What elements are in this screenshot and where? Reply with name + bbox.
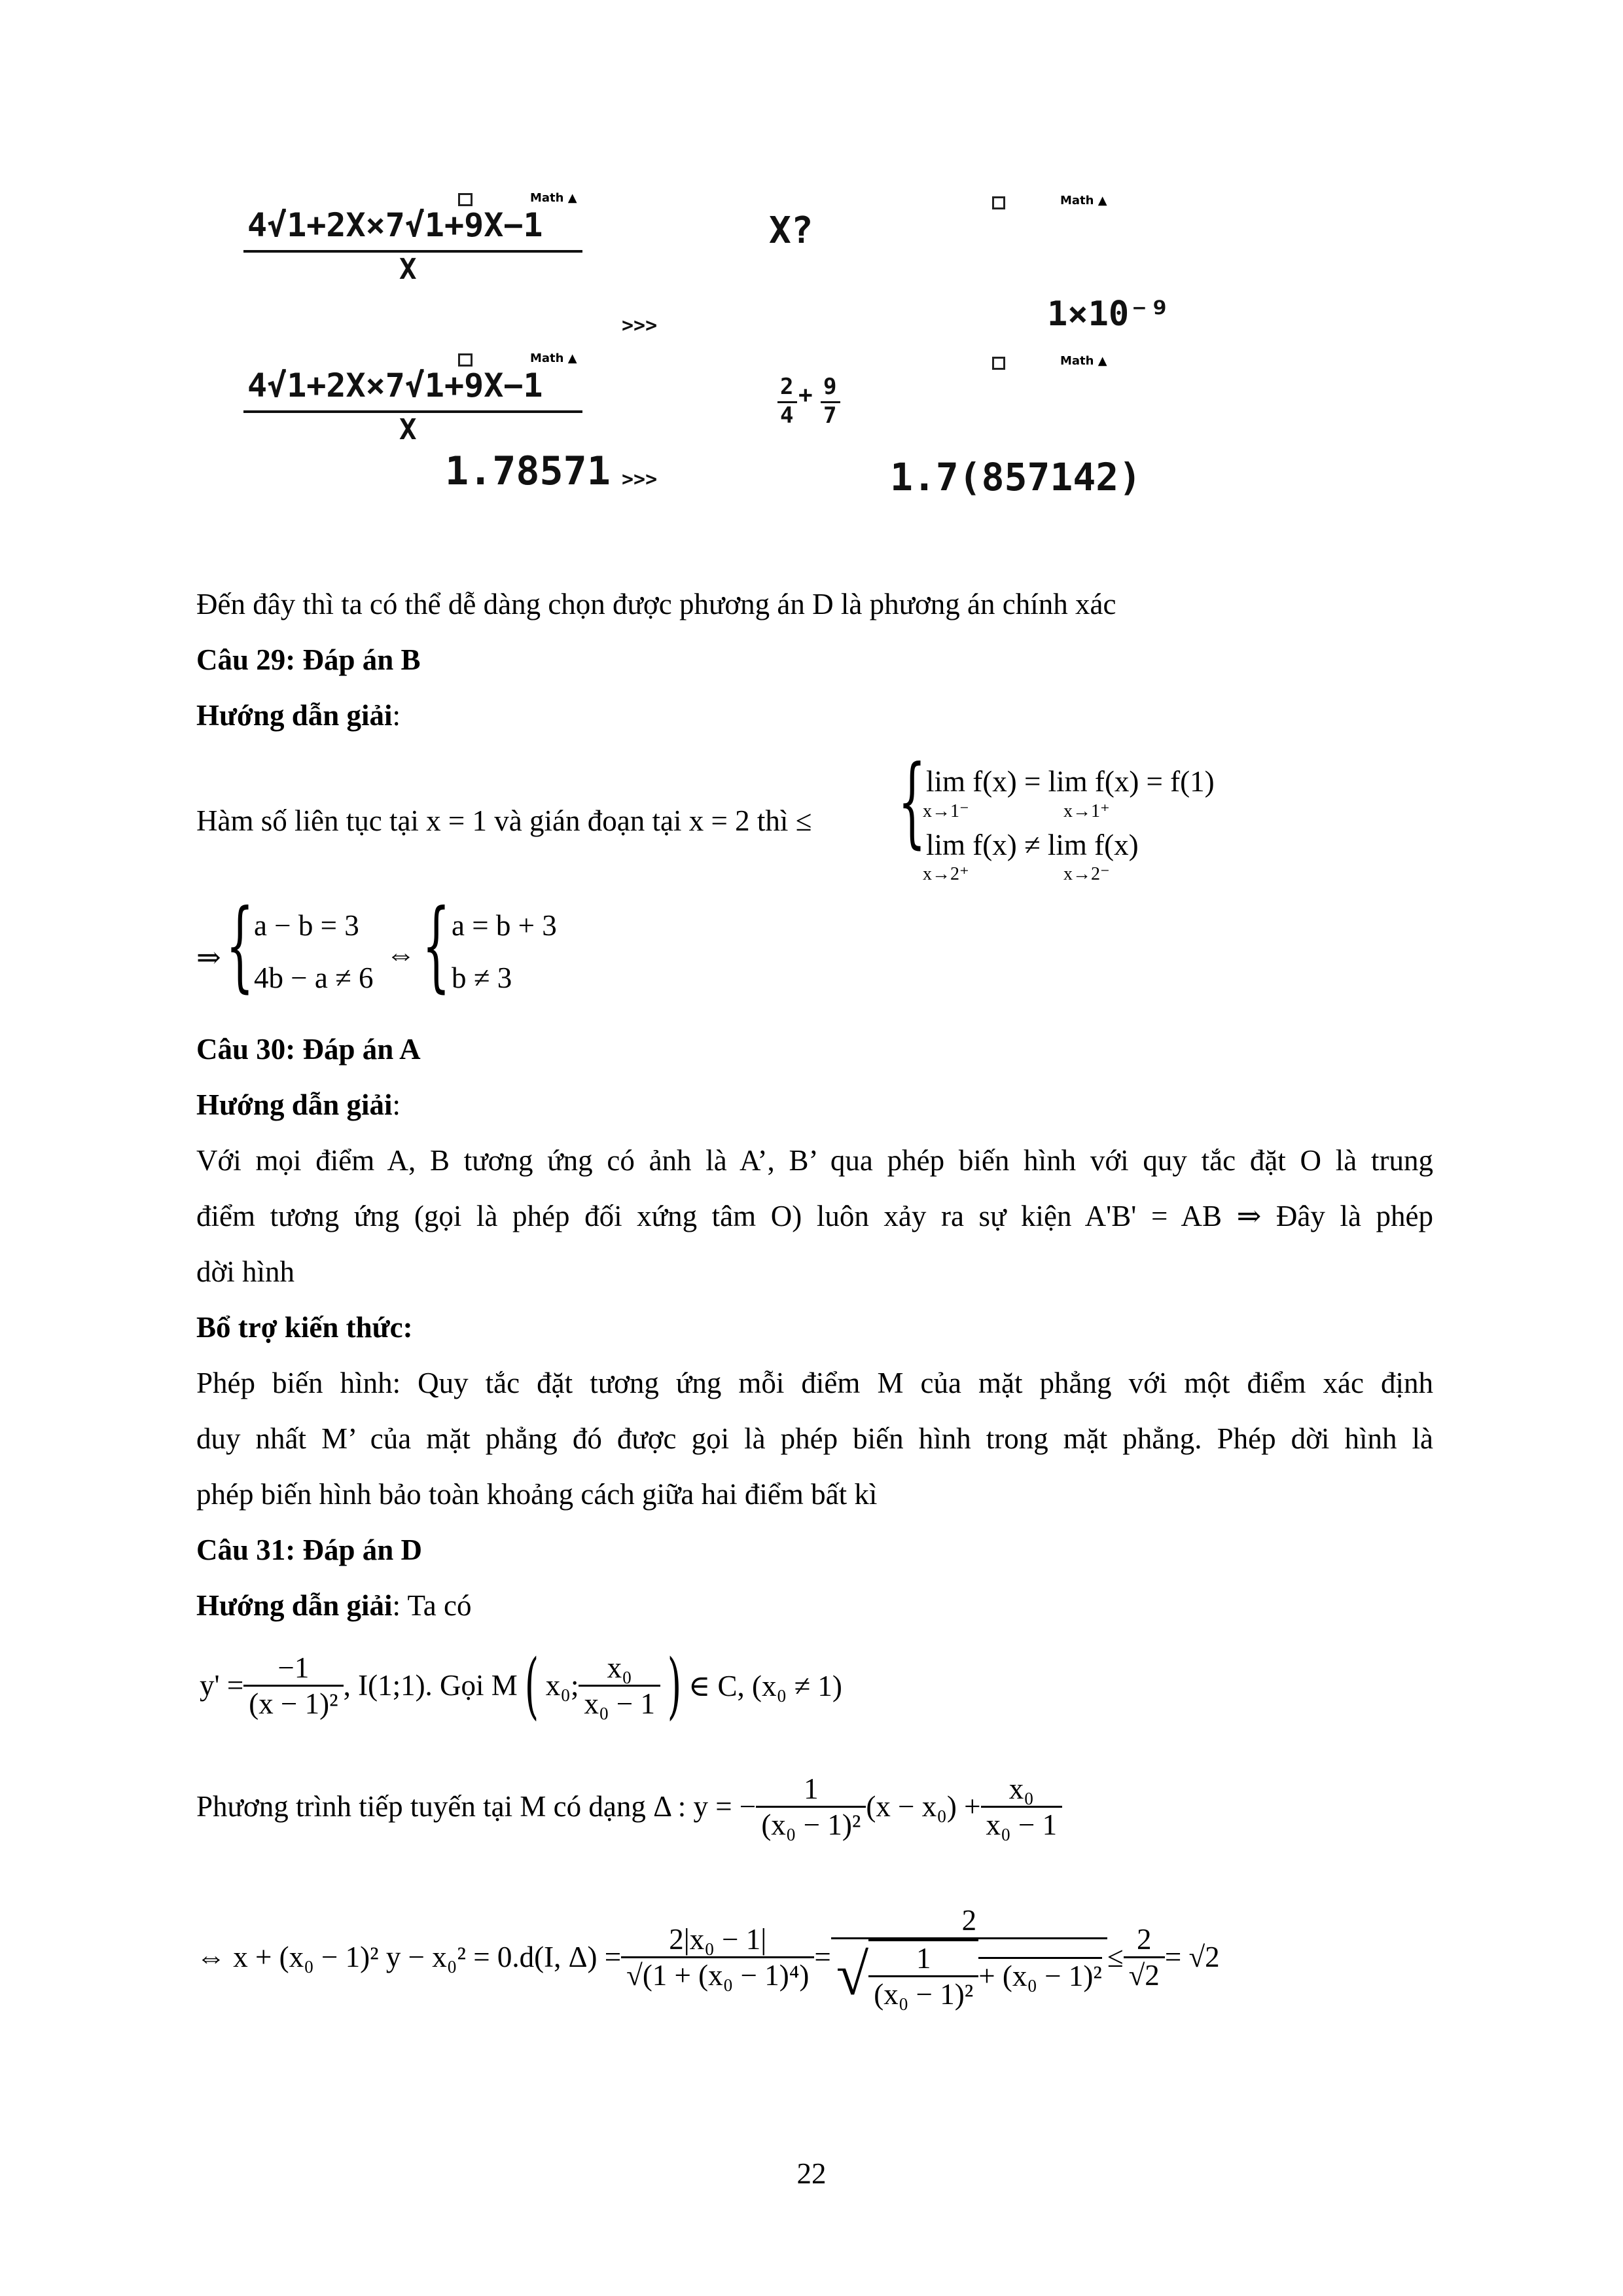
intro-text: Đến đây thì ta có thể dễ dàng chọn được phương án D là phương án chính xác — [196, 588, 1116, 620]
q31-y-prime: y' = — [200, 1669, 244, 1702]
calc-value: 1×10⁻⁹ — [1047, 295, 1170, 334]
q31-y-fraction — [243, 1651, 343, 1721]
calc-arrow: >>> — [622, 314, 658, 337]
q30-line-2: điểm tương ứng (gọi là phép đối xứng tâm O) luôn xảy ra sự kiện A'B' = AB ⇒ Đây là phép — [196, 1200, 1433, 1232]
q31-m-rparen: ) — [667, 1643, 682, 1727]
q29-cond1: lim f(x) = lim f(x) = f(1) — [926, 765, 1215, 798]
calc-result: 1.78571 — [445, 448, 611, 494]
q31-m-lparen: ( — [524, 1643, 539, 1727]
calculator-screen-1 — [242, 190, 1170, 340]
calc-mode-icon-right — [992, 196, 1005, 209]
q31-d2-num: 2 — [961, 1903, 977, 1937]
q29-brace: { — [898, 745, 926, 859]
q30-line-1: Với mọi điểm A, B tương ứng có ảnh là A’, B’ qua phép biến hình với quy tắc đặt O là trung — [196, 1144, 1433, 1177]
q29-sys1-a: a − b = 3 — [254, 909, 359, 942]
calc-numerator: 4√1+2X×7√1+9X−1 — [247, 367, 543, 404]
calc-mode-icon — [458, 353, 473, 367]
q29-sys1-brace: { — [226, 889, 254, 1003]
q31-guide — [196, 1577, 1433, 1634]
q31-t-den: (x₀ − 1)² — [756, 1806, 866, 1842]
q31-d-den: √(1 + (x₀ − 1)⁴) — [621, 1956, 814, 1992]
q29-guide — [196, 687, 1433, 744]
q30-guide-colon: : — [392, 1088, 401, 1121]
q31-d2-den-b: (x₀ − 1)² — [868, 1975, 978, 2011]
q29-title: Câu 29: Đáp án B — [196, 643, 421, 676]
q29-cond2-sub-b: x→2⁻ — [1063, 864, 1110, 884]
q31-t-mid: (x − x₀) + — [866, 1790, 981, 1823]
q29-cond1-sub-a: x→1⁻ — [923, 801, 969, 821]
calculator-screen-2 — [242, 350, 1158, 501]
calc-expr-den2: 7 — [823, 403, 837, 429]
q30-guide-label: Hướng dẫn giải — [196, 1088, 393, 1121]
calc-expr-num1: 2 — [780, 374, 794, 400]
q31-d2-inner-fraction — [868, 1939, 978, 2011]
calc-mode-icon-right — [992, 357, 1005, 370]
q31-t2-fraction — [981, 1772, 1063, 1842]
q29-sys1-b: 4b − a ≠ 6 — [254, 961, 374, 994]
q31-d2-den-a: 1 — [916, 1941, 931, 1975]
q31-d3-num: 2 — [1136, 1922, 1152, 1956]
q29-cond1-sub-b: x→1⁺ — [1063, 801, 1110, 821]
calc-denominator: X — [399, 253, 417, 286]
calc-math-indicator: Math ▲ — [530, 191, 577, 205]
q31-m-fraction — [579, 1651, 660, 1721]
calc-numerator: 4√1+2X×7√1+9X−1 — [247, 206, 543, 244]
q29-sys2-brace: { — [422, 889, 450, 1003]
q31-after: , I(1;1). Gọi M — [343, 1669, 518, 1702]
q31-t-num: 1 — [804, 1772, 819, 1805]
q29-cond2: lim f(x) ≠ lim f(x) — [926, 829, 1139, 861]
q31-guide-label: Hướng dẫn giải — [196, 1589, 393, 1622]
calc-math-indicator-right: Math ▲ — [1060, 354, 1107, 368]
support-line-2: duy nhất M’ của mặt phẳng đó được gọi là phép biến hình trong mặt phẳng. Phép dời hình là — [196, 1422, 1433, 1455]
support-line-3: phép biến hình bảo toàn khoảng cách giữa hai điểm bất kì — [196, 1478, 878, 1511]
q31-d2-den-c: + (x₀ − 1)² — [978, 1957, 1102, 1993]
q30-guide — [196, 1077, 1433, 1133]
q29-equiv: ⇔ — [386, 938, 416, 971]
calc-math-indicator-right: Math ▲ — [1060, 194, 1107, 207]
q29-sys2-a: a = b + 3 — [452, 909, 557, 942]
q29-guide-label: Hướng dẫn giải — [196, 699, 393, 732]
q31-d-fraction — [621, 1922, 814, 1992]
calc-expr-num2: 9 — [823, 374, 837, 400]
support-title: Bổ trợ kiến thức: — [196, 1311, 413, 1344]
support-line-1: Phép biến hình: Quy tắc đặt tương ứng mỗi điểm M của mặt phẳng với một điểm xác định — [196, 1367, 1433, 1399]
page-number: 22 — [796, 2157, 827, 2190]
q31-d2-sqrt-icon: √ — [836, 1943, 869, 2007]
q31-m-after: ∈ C, (x₀ ≠ 1) — [688, 1669, 842, 1702]
q31-formula-3 — [196, 1878, 1220, 2036]
q31-y-num: −1 — [277, 1651, 310, 1684]
q31-formula-1 — [200, 1636, 842, 1734]
calc-prompt: X? — [769, 209, 813, 252]
q29-implies: ⇒ — [196, 941, 221, 974]
q31-title: Câu 31: Đáp án D — [196, 1534, 423, 1566]
q31-t-fraction — [756, 1772, 866, 1842]
q31-m-den: x₀ − 1 — [579, 1685, 660, 1721]
q29-text: Hàm số liên tục tại x = 1 và gián đoạn tại x = 2 thì ≤ — [196, 804, 812, 837]
calc-expr-plus: + — [798, 382, 813, 408]
q31-t2-den: x₀ − 1 — [981, 1806, 1063, 1842]
q31-tangent-text: Phương trình tiếp tuyến tại M có dạng Δ : y = − — [196, 1790, 757, 1823]
calc-decimal: 1.7(857142) — [890, 455, 1142, 499]
calc-math-indicator: Math ▲ — [530, 351, 577, 365]
q31-d2-den — [831, 1937, 1107, 2011]
q31-final: = √2 — [1164, 1941, 1220, 1973]
q31-m-num: x₀ — [607, 1651, 632, 1684]
calc-expr-den1: 4 — [780, 403, 794, 429]
q31-d-num: 2|x₀ − 1| — [669, 1922, 767, 1956]
calc-mode-icon — [458, 193, 473, 206]
q31-d3-fraction — [1124, 1922, 1165, 1992]
q31-m-x: x₀; — [545, 1669, 579, 1702]
q29-cond2-sub-a: x→2⁺ — [923, 864, 969, 884]
q29-sys2-b: b ≠ 3 — [452, 961, 512, 994]
q29-guide-colon: : — [392, 699, 401, 732]
calc-denominator: X — [399, 413, 417, 446]
q31-formula-2 — [196, 1761, 1062, 1852]
q30-line-3: dời hình — [196, 1255, 295, 1288]
q31-guide-rest: : Ta có — [392, 1589, 472, 1622]
q31-d3-den: √2 — [1124, 1956, 1165, 1992]
q31-y-den: (x − 1)² — [243, 1685, 343, 1721]
q31-t2-num: x₀ — [1008, 1772, 1034, 1805]
q31-eq-start: ⇔ x + (x₀ − 1)² y − x₀² = 0.d(I, Δ) = — [196, 1941, 622, 1973]
q30-title: Câu 30: Đáp án A — [196, 1033, 421, 1066]
q31-le: ≤ — [1107, 1941, 1124, 1973]
q31-eq2: = — [814, 1941, 831, 1973]
q31-d2-fraction — [831, 1903, 1107, 2011]
calc-arrow: >>> — [622, 468, 658, 491]
